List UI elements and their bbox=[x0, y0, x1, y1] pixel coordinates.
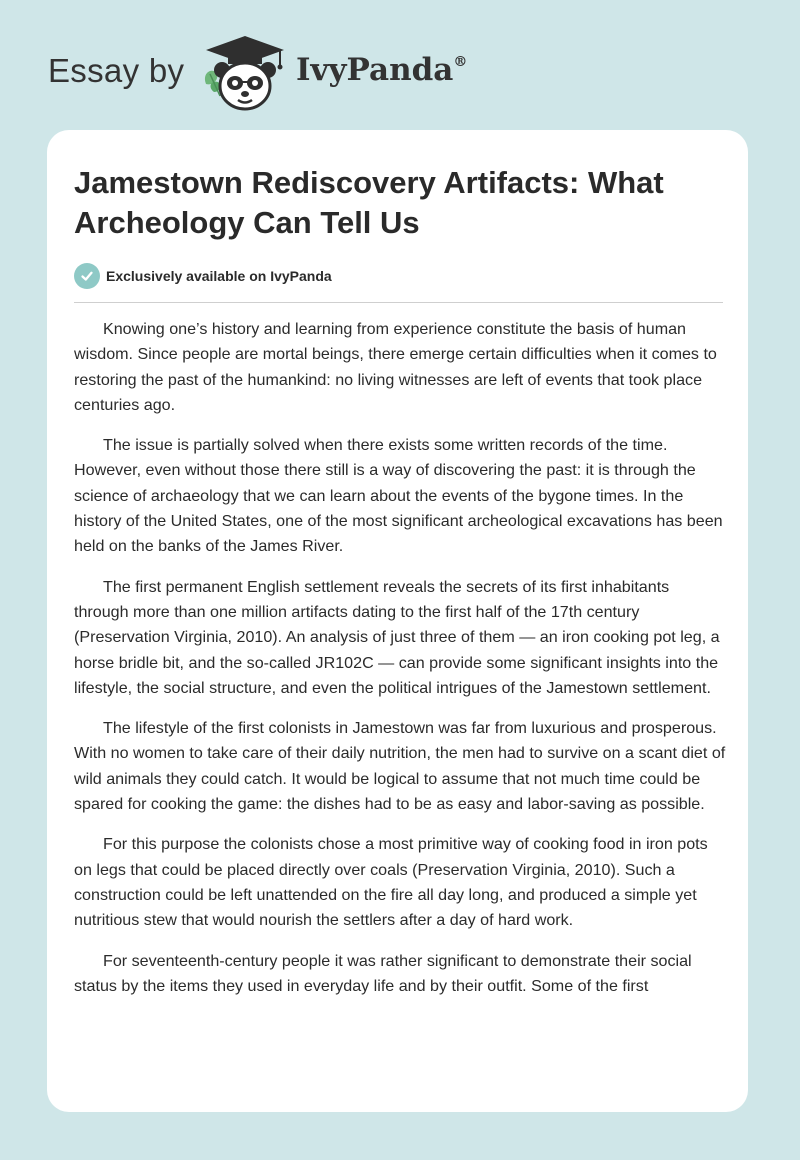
essay-by-label: Essay by bbox=[48, 52, 185, 89]
site-header bbox=[48, 34, 548, 114]
essay-body bbox=[74, 317, 726, 1014]
registered-mark: ® bbox=[453, 54, 468, 70]
panda-logo-icon[interactable] bbox=[200, 34, 290, 112]
essay-title: Jamestown Rediscovery Artifacts: What Archeology Can Tell Us bbox=[74, 165, 664, 240]
brand-text: IvyPanda bbox=[296, 52, 454, 88]
checkmark-icon bbox=[74, 263, 100, 289]
paragraph: Knowing one’s history and learning from experience constitute the basis of human wisdom. Since people are mortal beings, there emerge certain difficulties when it comes to restoring the past of the humankind: no living witnesses are left of events that took place centuries ago. bbox=[74, 320, 717, 414]
paragraph: The lifestyle of the first colonists in Jamestown was far from luxurious and prosperous. With no women to take care of their daily nutrition, the men had to survive on a scant diet of wild animals they could catch. It would be logical to assume that not much time could be spared for cooking the game: the dishes had to be as easy and labor-saving as possible. bbox=[74, 719, 726, 814]
essay-card bbox=[47, 130, 748, 1112]
exclusive-badge bbox=[74, 263, 332, 289]
brand-name[interactable] bbox=[296, 52, 467, 88]
paragraph: The issue is partially solved when there exists some written records of the time. However, even without those there still is a way of discovering the past: it is through the science of archaeology that we can learn about the events of the bygone times. In the history of the United States, one of the most significant archeological excavations has been held on the banks of the James River. bbox=[74, 436, 723, 556]
divider bbox=[74, 302, 723, 303]
exclusive-label: Exclusively available on IvyPanda bbox=[106, 268, 332, 284]
paragraph: The first permanent English settlement reveals the secrets of its first inhabitants through more than one million artifacts dating to the first half of the 17th century (Preservation Virginia, 2010). An analysis of just three of them — an iron cooking pot leg, a horse bridle bit, and the so-called JR102C — can provide some significant insights into the lifestyle, the social structure, and even the political intrigues of the Jamestown settlement. bbox=[74, 577, 720, 697]
paragraph: For this purpose the colonists chose a most primitive way of cooking food in iron pots on legs that could be placed directly over coals (Preservation Virginia, 2010). Such a construction could be left unattended on the fire all day long, and produced a simple yet nutritious stew that would nourish the settlers after a day of hard work. bbox=[74, 835, 708, 930]
paragraph: For seventeenth-century people it was rather significant to demonstrate their social status by the items they used in everyday life and by their outfit. Some of the first bbox=[74, 951, 692, 995]
